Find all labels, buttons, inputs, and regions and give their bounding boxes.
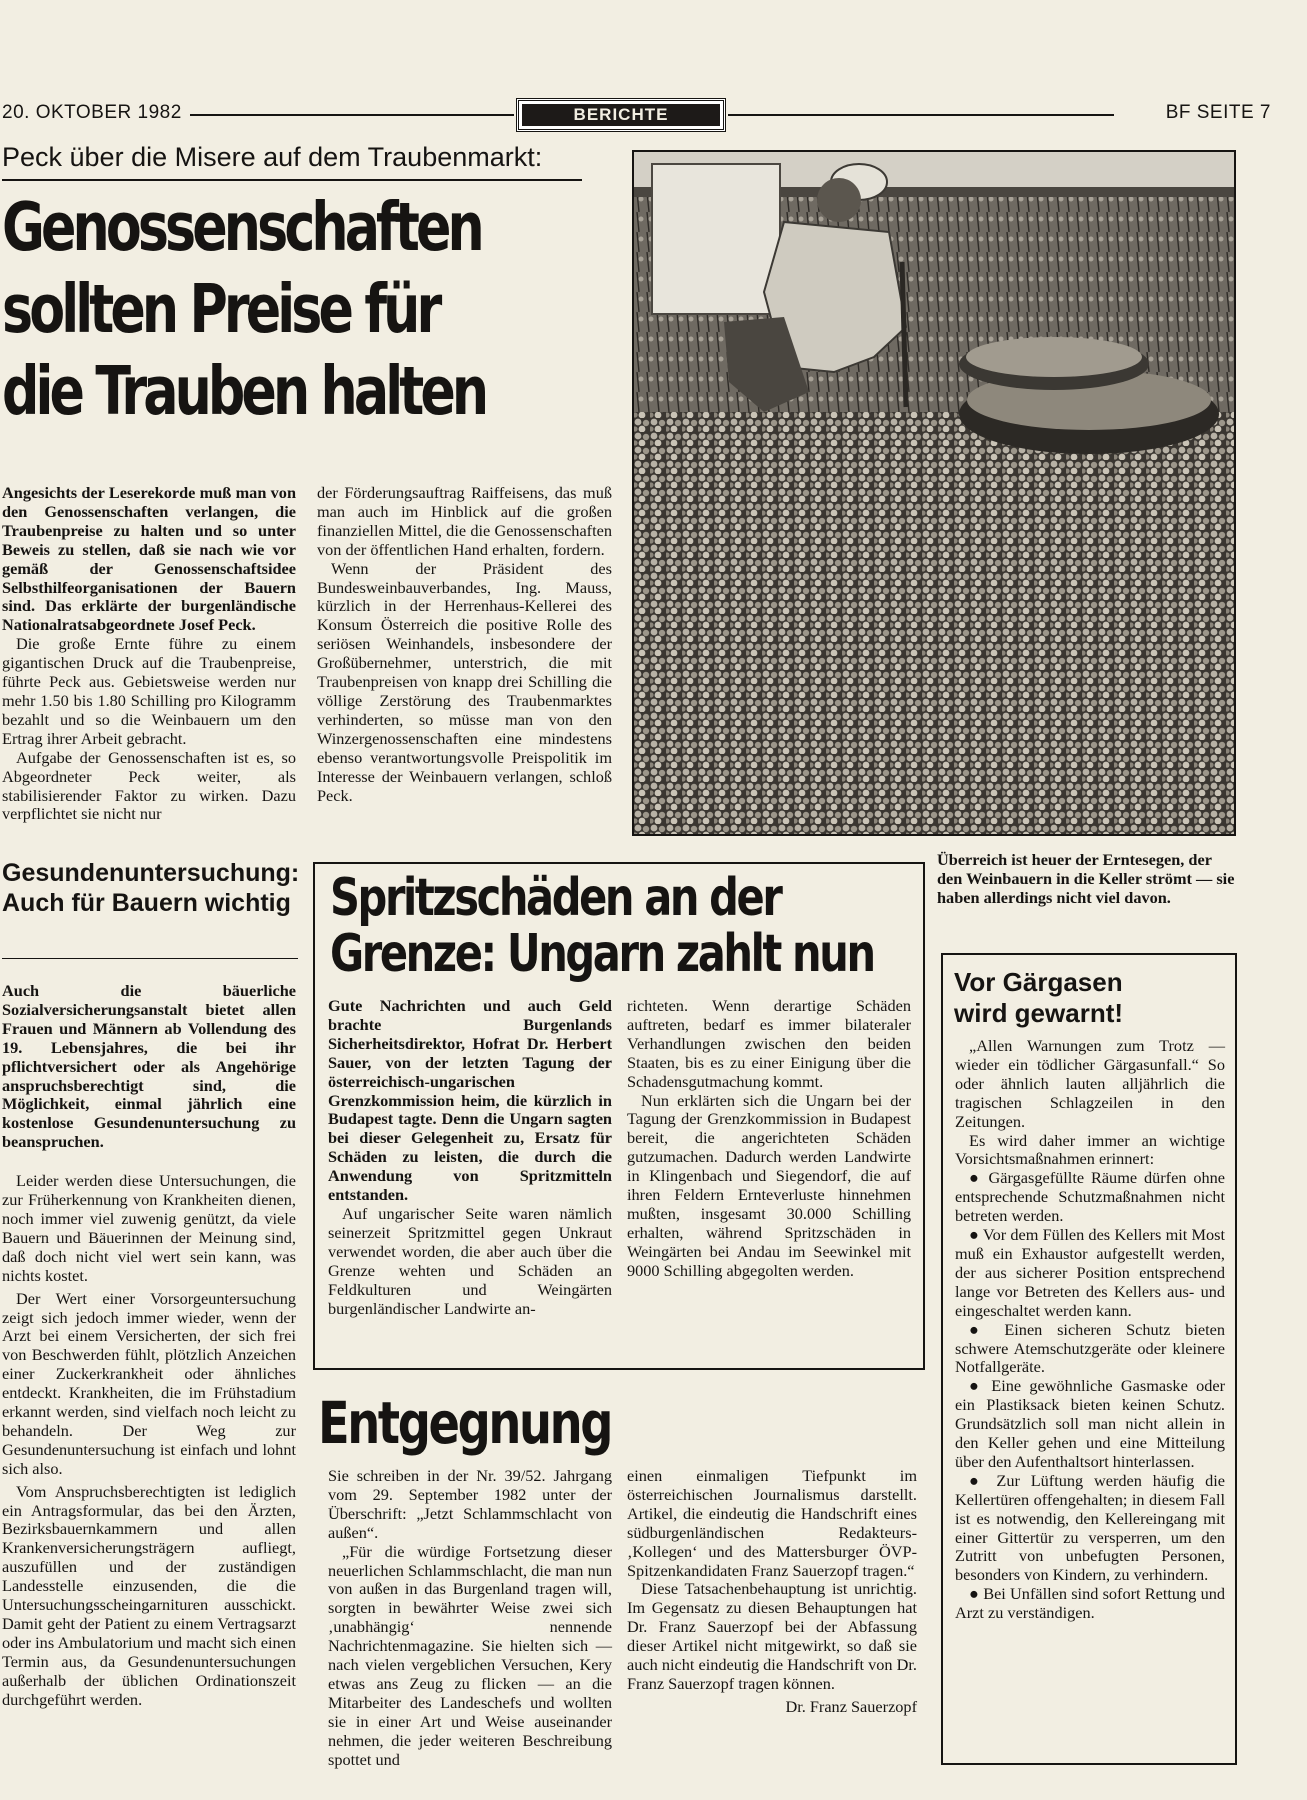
health-paragraph: Leider werden diese Untersuchungen, die zur Früherkennung von Krankheiten dienen, noch immer viel zuwenig genützt, da viele Bauern und Bäuerinnen der Meinung sind, daß doch nicht viel wert sein kann, was nichts kostet.	[2, 1171, 296, 1285]
lead-headline-line: Genossenschaften	[2, 188, 481, 266]
reply-paragraph: Diese Tatsachenbehauptung ist unrichtig. Im Gegensatz zu diesen Behauptungen hat Dr. Franz Sauerzopf bei der Abfassung dieser Artikel nicht mitgewirkt, so daß sie auch nicht eindeutig die Handschrift von Dr. Franz Sauerzopf tragen können.	[627, 1579, 917, 1693]
page-number: BF SEITE 7	[1165, 102, 1271, 123]
gas-headline-line: wird gewarnt!	[954, 998, 1124, 1028]
grape-harvest-photo	[632, 150, 1236, 836]
lead-headline-line: die Trauben halten	[2, 352, 486, 430]
health-intro: Auch die bäuerliche Sozialversicherungsanstalt bietet allen Frauen und Männern ab Vollendung des 19. Lebensjahres, die bei ihr pflichtversichert oder als Angehörige anspruchsberechtigt sind, die Möglichkeit, einmal jährlich eine kostenlose Gesundenuntersuchung zu beanspruchen.	[2, 981, 296, 1152]
reply-signature: Dr. Franz Sauerzopf	[785, 1696, 917, 1716]
lead-kicker: Peck über die Misere auf dem Traubenmarkt:	[2, 142, 543, 172]
gas-paragraph: Es wird daher immer an wichtige Vorsichtsmaßnahmen erinnert:	[955, 1130, 1225, 1169]
health-paragraph: Vom Anspruchsberechtigten ist lediglich ein Antragsformular, das bei den Ärzten, Bezirksbauernkammern und allen Krankenversicherungsträgern aufliegt, auszufüllen und der zuständigen Landesstelle einzusenden, die die Untersuchungsscheingarnituren ausschickt. Damit geht der Patient zu einem Vertragsarzt oder ins Ambulatorium und macht sich einen Termin aus, da Gesundenuntersuchungen außerhalb der üblichen Ordinationszeit durchgeführt werden.	[2, 1481, 296, 1709]
gas-column	[955, 1037, 1225, 1623]
reply-headline: Entgegnung	[318, 1389, 612, 1457]
gas-paragraph: „Allen Warnungen zum Trotz — wieder ein tödlicher Gärgasunfall.“ So oder ähnlich lauten alljährlich die tragischen Schlagzeilen in den Zeitungen.	[955, 1036, 1225, 1131]
reply-paragraph: einen einmaligen Tiefpunkt im österreichischen Journalismus darstellt. Artikel, die eindeutig die Handschrift eines südburgenländischen Redakteurs-‚Kollegen‘ und des Mattersburger ÖVP-Spitzenkandidaten Franz Sauerzopf tragen.“	[627, 1466, 917, 1580]
lead-paragraph: Wenn der Präsident des Bundesweinbauverbandes, Ing. Mauss, kürzlich in der Herrenhaus-Kellerei des Konsum Österreich die positive Rolle des seriösen Weinhandels, insbesondere der Großübernehmer, unterstrich, die mit Traubenpreisen von knapp drei Schilling die völlige Zerstörung des Traubenmarktes verhinderten, so müsse man von den Winzergenossenschaften eine mindestens ebenso verantwortungsvolle Preispolitik im Interesse der Weinbauern verlangen, schloß Peck.	[317, 558, 612, 805]
spray-intro: Gute Nachrichten und auch Geld brachte Burgenlands Sicherheitsdirektor, Hofrat Dr. Herbert Sauer, von der letzten Tagung der österreichisch-ungarischen Grenzkommission heim, die kürzlich in Budapest tagte. Denn die Ungarn sagten bei dieser Gelegenheit zu, Ersatz für Schäden zu leisten, die durch die Anwendung von Spritzmitteln entstanden.	[328, 996, 612, 1205]
section-label-box	[516, 98, 726, 132]
lead-intro: Angesichts der Leserekorde muß man von den Genossenschaften verlangen, die Traubenpreise zu halten und so unter Beweis zu stellen, daß sie nach wie vor gemäß der Genossenschaftsidee Selbsthilfeorganisationen der Bauern sind. Das erklärte der burgenländische Nationalratsabgeordnete Josef Peck.	[2, 483, 296, 635]
reply-column-2	[627, 1467, 917, 1717]
lead-column-1	[2, 484, 296, 824]
reply-paragraph: „Für die würdige Fortsetzung dieser neuerlichen Schlammschlacht, die man nun von außen in das Burgenland tragen will, sorgten in bewährter Weise zwei sich ‚unabhängig‘ nennende Nachrichtenmagazine. Sie hielten sich — nach vielen vergeblichen Versuchen, Kery etwas ans Zeug zu flicken — an die Mitarbeiter des Landeschefs und wollten sie in einer Art und Weise auseinander nehmen, die jeder weiteren Beschreibung spottet und	[328, 1541, 612, 1769]
lead-column-2	[317, 484, 612, 805]
lead-headline-line: sollten Preise für	[2, 270, 439, 348]
gas-bullet: ● Gärgasgefüllte Räume dürfen ohne entsprechende Schutzmaßnahmen nicht betreten werden.	[955, 1168, 1225, 1226]
spray-column-2	[627, 997, 911, 1281]
spray-headline	[330, 870, 874, 982]
spray-column-1	[328, 997, 612, 1318]
gas-headline	[954, 967, 1229, 1029]
gas-headline-line: Vor Gärgasen	[954, 967, 1123, 997]
gas-bullet: ● Bei Unfällen sind sofort Rettung und Arzt zu verständigen.	[955, 1584, 1225, 1623]
health-paragraph: Der Wert einer Vorsorgeuntersuchung zeigt sich jedoch immer wieder, wenn der Arzt bei einem Versicherten, der sich frei von Beschwerden fühlt, plötzlich Anzeichen einer Zuckerkrankheit oder ähnliches entdeckt. Krankheiten, die im Frühstadium erkannt werden, sind vielfach noch leicht zu behandeln. Der Weg zur Gesundenuntersuchung ist einfach und lohnt sich also.	[2, 1288, 296, 1478]
header-rule-left	[190, 114, 514, 116]
gas-bullet: ● Zur Lüftung werden häufig die Kellertüren offengehalten; in diesem Fall ist es notwendig, den Kellereingang mit einer Gittertür zu versperren, um den Zutritt von unbefugten Personen, besonders von Kindern, zu verhindern.	[955, 1470, 1225, 1585]
spray-headline-line: Grenze: Ungarn zahlt nun	[330, 924, 874, 984]
health-divider	[2, 958, 298, 959]
health-column	[2, 982, 296, 1710]
lead-paragraph: Aufgabe der Genossenschaften ist es, so Abgeordneter Peck weiter, als stabilisierender Faktor zu wirken. Dazu verpflichtet sie nicht nur	[2, 747, 296, 824]
lead-headline	[2, 186, 486, 432]
vineyard-worker-image	[634, 152, 1234, 834]
photo-caption: Überreich ist heuer der Erntesegen, der den Weinbauern in die Keller strömt — sie haben allerdings nicht viel davon.	[937, 850, 1235, 907]
gas-bullet: ● Eine gewöhnliche Gasmaske oder ein Plastiksack bieten keinen Schutz. Grundsätzlich soll man nicht allein in den Keller gehen und eine Mitteilung über den Aufenthaltsort hinterlassen.	[955, 1376, 1225, 1471]
gas-bullet: ● Vor dem Füllen des Kellers mit Most muß ein Exhaustor aufgestellt werden, der aus sicherer Position entsprechend lange vor Betreten des Kellers aus- und eingeschaltet werden kann.	[955, 1225, 1225, 1320]
spray-paragraph: Nun erklärten sich die Ungarn bei der Tagung der Grenzkommission in Budapest bereit, die angerichteten Schäden gutzumachen. Dadurch werden Landwirte in Klingenbach und Siegendorf, die auf ihren Feldern Ernteverluste hinnehmen mußten, insgesamt 30.000 Schilling erhalten, während Spritzschäden in Weingärten bei Andau im Seewinkel mit 9000 Schilling abgegolten werden.	[627, 1090, 911, 1280]
reply-paragraph: Sie schreiben in der Nr. 39/52. Jahrgang vom 29. September 1982 unter der Überschrift: „Jetzt Schlammschlacht von außen“.	[328, 1466, 612, 1542]
lead-paragraph: der Förderungsauftrag Raiffeisens, das muß man auch im Hinblick auf die großen finanziellen Mittel, die die Genossenschaften von der öffentlichen Hand erhalten, fordern.	[317, 483, 612, 559]
gas-bullet: ● Einen sicheren Schutz bieten schwere Atemschutzgeräte oder kleinere Notfallgeräte.	[955, 1319, 1225, 1377]
spray-paragraph: richteten. Wenn derartige Schäden auftreten, bedarf es immer bilateraler Verhandlungen zwischen den beiden Staaten, bis es zu einer Einigung über die Schadensgutmachung kommt.	[627, 996, 911, 1091]
section-label: BERICHTE	[522, 104, 720, 126]
kicker-underline	[2, 179, 582, 181]
health-headline: Gesundenuntersuchung: Auch für Bauern wichtig	[2, 859, 300, 917]
lead-paragraph: Die große Ernte führe zu einem gigantischen Druck auf die Traubenpreise, führte Peck aus. Gebietsweise werden nur mehr 1.50 bis 1.80 Schilling pro Kilogramm bezahlt und so die Weinbauern um den Ertrag ihrer Arbeit gebracht.	[2, 634, 296, 748]
header-rule-right	[728, 114, 1114, 116]
spray-headline-line: Spritzschäden an der	[330, 868, 781, 928]
reply-column-1	[328, 1467, 612, 1770]
issue-date: 20. OKTOBER 1982	[2, 102, 182, 123]
spray-paragraph: Auf ungarischer Seite waren nämlich seinerzeit Spritzmittel gegen Unkraut verwendet worden, die aber auch über die Grenze wehten und Schäden an Feldkulturen und Weingärten burgenländischer Landwirte an-	[328, 1203, 612, 1318]
